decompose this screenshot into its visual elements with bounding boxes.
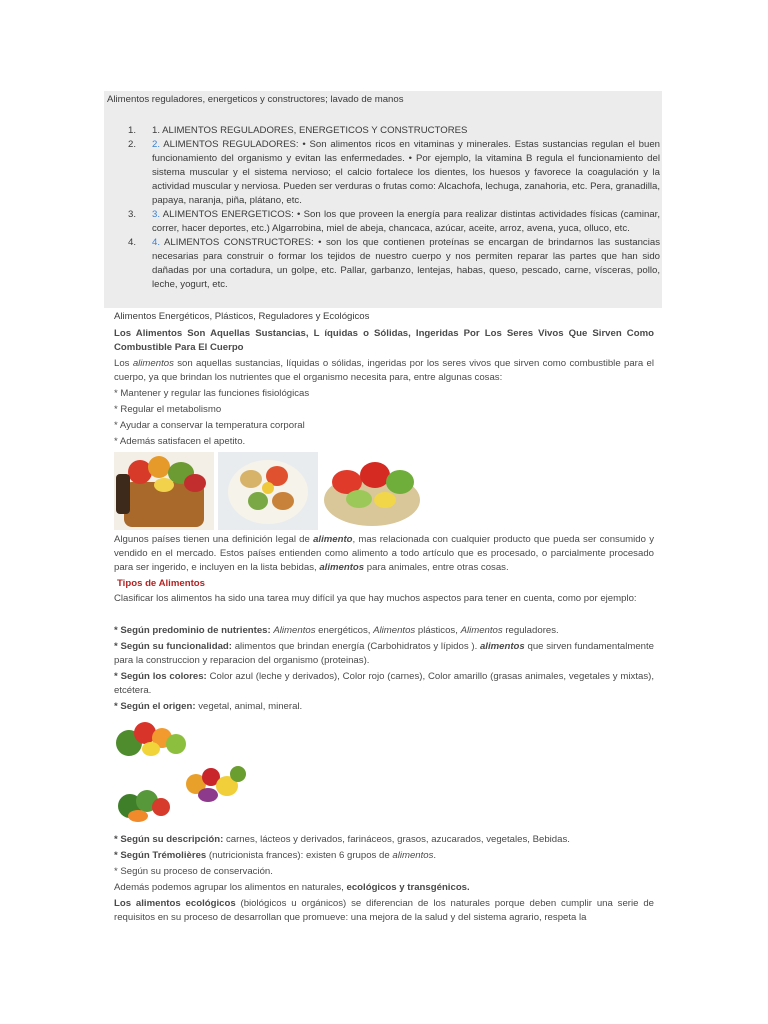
fruit-basket-image — [114, 452, 214, 530]
list-item: * Además satisfacen el apetito. — [114, 436, 246, 447]
list-item: 1. 1. ALIMENTOS REGULADORES, ENERGETICOS Y CONSTRUCTORES — [128, 125, 468, 136]
bold-heading: Los Alimentos Son Aquellas Sustancias, L íquidas o Sólidas, Ingeridas Por Los Seres Vivos Que Sirven Como Combustible Para El Cuerpo — [114, 328, 654, 353]
salad-image — [320, 452, 424, 530]
tipos-intro: Clasificar los alimentos ha sido una tarea muy difícil ya que hay muchos aspectos para tener en cuenta, como por ejemplo: — [114, 593, 637, 604]
criteria-list-2 — [114, 833, 654, 879]
list-item: * Regular el metabolismo — [114, 404, 222, 415]
numbered-list — [112, 124, 660, 292]
fruits-image — [180, 762, 252, 806]
bullet-list — [114, 387, 654, 449]
list-item: 2. 2. ALIMENTOS REGULADORES: • Son alimentos ricos en vitaminas y minerales. Estas sustancias regulan el buen funcionamiento del organismo y evitan las enfermedades. • Por ejemplo, la vitamina B regula el funcionamiento del sistema muscular y el sistema nervioso; el calcio fortalece los dientes, los huesos y favorece la coagulación y la actividad muscular y nerviosa. Pueden ser verduras o frutas como: Alcachofa, lechuga, zanahoria, etc. Pera, granadilla, papaya, naranja, piña, plátano, etc. — [128, 139, 660, 206]
broccoli-image — [114, 786, 174, 826]
vegetables-image — [114, 716, 188, 760]
list-item: * Según los colores: Color azul (leche y derivados), Color rojo (carnes), Color amarillo (grasas animales, vegetales y mixtas), etcétera. — [114, 671, 654, 696]
list-item: * Según Trémolières (nutricionista frances): existen 6 grupos de alimentos. — [114, 850, 437, 861]
list-item: * Mantener y regular las funciones fisiológicas — [114, 388, 310, 399]
agrupar-paragraph: Además podemos agrupar los alimentos en naturales, ecológicos y transgénicos. — [114, 882, 470, 893]
legal-paragraph: Algunos países tienen una definición legal de alimento, mas relacionada con cualquier producto que pueda ser consumido y vendido en el mercado. Estos países entienden como alimento a todo artículo que es procesado, o parcialmente procesado para ser ingerido, e incluyen en la lista bebidas, alimentos para animales, entre otras cosas. — [114, 534, 654, 573]
list-item: * Según el origen: vegetal, animal, mineral. — [114, 701, 303, 712]
list-item: * Según su proceso de conservación. — [114, 866, 273, 877]
ecologicos-paragraph: Los alimentos ecológicos (biológicos u orgánicos) se diferencian de los naturales porque deben cumplir una serie de requisitos en su proceso de desarrollan que promueve: una mejora de la salud y del sistema agrario, respeta la — [114, 898, 654, 923]
criteria-list — [114, 624, 654, 714]
list-item: * Ayudar a conservar la temperatura corporal — [114, 420, 305, 431]
list-item: * Según su descripción: carnes, lácteos y derivados, farináceos, grasos, azucarados, vegetales, Bebidas. — [114, 834, 570, 845]
tipos-title: Tipos de Alimentos — [117, 578, 205, 589]
document-title: Alimentos reguladores, energeticos y constructores; lavado de manos — [107, 94, 404, 105]
list-item: 3. 3. ALIMENTOS ENERGETICOS: • Son los que proveen la energía para realizar distintas actividades físicas (caminar, correr, hacer deportes, etc.) Algarrobina, miel de abeja, chancaca, azúcar, aceite, arroz, avena, yuca, olluco, etc. — [128, 209, 660, 234]
sub-title: Alimentos Energéticos, Plásticos, Reguladores y Ecológicos — [114, 311, 370, 322]
list-item: * Según su funcionalidad: alimentos que brindan energía (Carbohidratos y lípidos ). alimentos que sirven fundamentalmente para la construccion y reparacion del organismo (proteinas). — [114, 641, 655, 666]
list-item: * Según predominio de nutrientes: Alimentos energéticos, Alimentos plásticos, Alimentos reguladores. — [114, 625, 559, 636]
list-item: 4. 4. ALIMENTOS CONSTRUCTORES: • son los que contienen proteínas se encargan de brindarnos las sustancias necesarias para construir o formar los tejidos de nuestro cuerpo y nos permiten reparar las partes que han sido dañadas por una cortadura, un golpe, etc. Pallar, garbanzo, lentejas, habas, queso, pescado, carne, vísceras, pollo, leche, yogurt, etc. — [128, 237, 660, 290]
intro-paragraph: Los alimentos son aquellas sustancias, líquidas o sólidas, ingeridas por los seres vivos que sirven como combustible para el cuerpo, ya que brindan los nutrientes que el organismo necesita para, entre algunas cosas: — [114, 358, 654, 383]
food-platter-image — [218, 452, 318, 530]
